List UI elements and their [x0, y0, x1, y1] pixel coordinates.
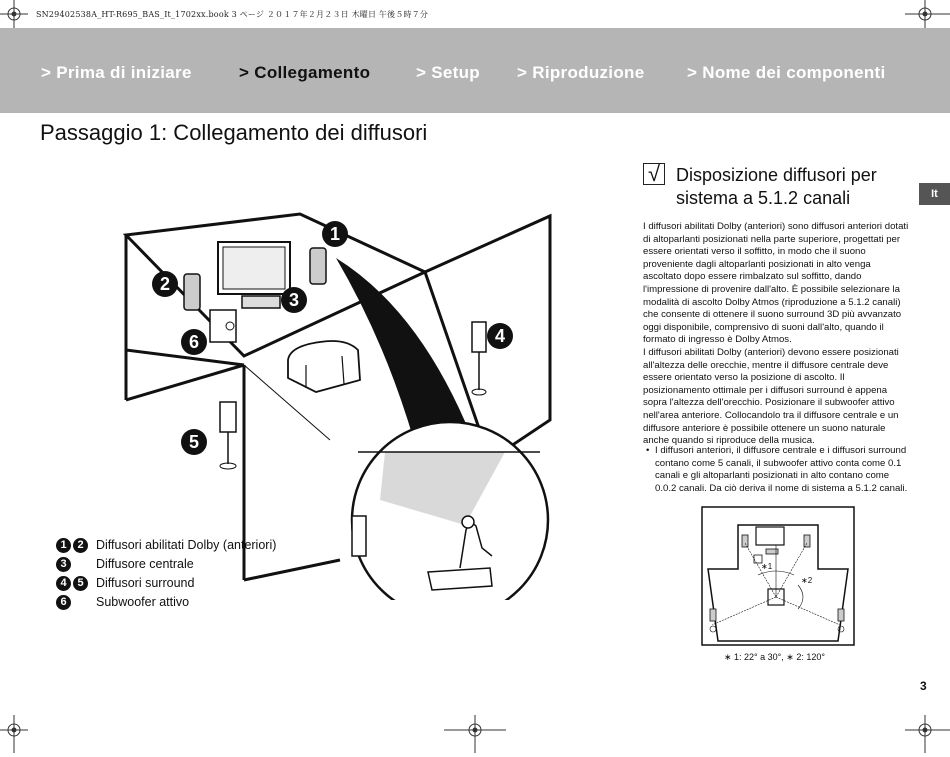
speaker-layout-diagram: [698, 505, 858, 655]
legend-badge: 3: [56, 557, 71, 572]
crop-mark-top-left: [0, 0, 30, 30]
badge-6: 6: [181, 329, 207, 355]
page-number: 3: [920, 679, 927, 693]
language-tab[interactable]: It: [919, 183, 950, 205]
nav-collegamento[interactable]: > Collegamento: [239, 63, 371, 82]
crop-mark-bottom-right: [905, 715, 950, 755]
paragraph-1: I diffusori abilitati Dolby (anteriori) sono diffusori anteriori dotati di altoparlanti posizionati nella parte superiore, progettati per essere orientati verso il soffitto, in modo che il suono proveniente dagli altoparlanti posizionati in alto venga ascoltato dopo essere rimbalzato sul soffitto, dando l'impressione di provenire dall'alto. È possibile selezionare la modalità di ascolto Dolby Atmos (riproduzione a 5.1.2 canali) che consente di ottenere il suono surround 3D più avvanzato oggi disponibile, comprensivo di suoni dall'alto, quando il formato di ingresso è Dolby Atmos.: [643, 221, 909, 346]
bullet-icon: •: [646, 445, 650, 456]
nav-riproduzione[interactable]: > Riproduzione: [517, 63, 645, 82]
section-title: Disposizione diffusori per sistema a 5.1.2 canali: [676, 165, 877, 208]
badge-1: 1: [322, 221, 348, 247]
legend-badge: 1: [56, 538, 71, 553]
crop-mark-top-right: [905, 0, 950, 30]
legend-label: Diffusori abilitati Dolby (anteriori): [96, 538, 277, 552]
paragraph-2: I diffusori abilitati Dolby (anteriori) devono essere posizionati all'altezza delle orecchie, mentre il diffusore centrale deve essere orientato verso la posizione di ascolto. Il posizionamento ottimale per i diffusori surround è appena sopra l'altezza dell'orecchio. Posizionare il subwoofer attivo nell'area anteriore. Collocandolo tra il diffusore centrale e un diffusore anteriore è possibile ottenere un suono naturale anche quando si riproduce della musica.: [643, 346, 899, 447]
badge-3: 3: [281, 287, 307, 313]
legend-label: Diffusore centrale: [96, 557, 194, 571]
bullet-text: I diffusori anteriori, il diffusore centrale e i diffusori surround contano come 5 canali, il subwoofer attivo conta come 0.1 canali e gli altoparlanti posizionati in alto contano come 0.0.2 canali. Da ciò deriva il nome di sistema a 5.1.2 canali.: [655, 445, 908, 494]
legend-badge: 5: [73, 576, 88, 591]
section-body: [643, 221, 911, 448]
legend-badge: 6: [56, 595, 71, 610]
legend-label: Diffusori surround: [96, 576, 195, 590]
nav-setup[interactable]: > Setup: [416, 63, 480, 82]
badge-2: 2: [152, 271, 178, 297]
crop-mark-bottom-left: [0, 715, 30, 755]
print-header: SN29402538A_HT-R695_BAS_It_1702xx.book 3 ページ ２０１７年２月２３日 木曜日 午後５時７分: [36, 10, 429, 19]
legend-badge: 2: [73, 538, 88, 553]
page-title: Passaggio 1: Collegamento dei diffusori: [40, 120, 428, 145]
badge-5: 5: [181, 429, 207, 455]
legend-label: Subwoofer attivo: [96, 595, 190, 609]
angle-label-1: ∗1: [761, 562, 773, 571]
check-icon: √: [643, 163, 665, 185]
angle-label-2: ∗2: [801, 576, 813, 585]
nav-nome-dei-componenti[interactable]: > Nome dei componenti: [687, 63, 886, 82]
footnote: ∗ 1: 22° a 30°, ∗ 2: 120°: [724, 652, 825, 662]
badge-4: 4: [487, 323, 513, 349]
crop-mark-bottom-center: [444, 715, 506, 755]
nav-prima-di-iniziare[interactable]: > Prima di iniziare: [41, 63, 192, 82]
legend-badge: 4: [56, 576, 71, 591]
